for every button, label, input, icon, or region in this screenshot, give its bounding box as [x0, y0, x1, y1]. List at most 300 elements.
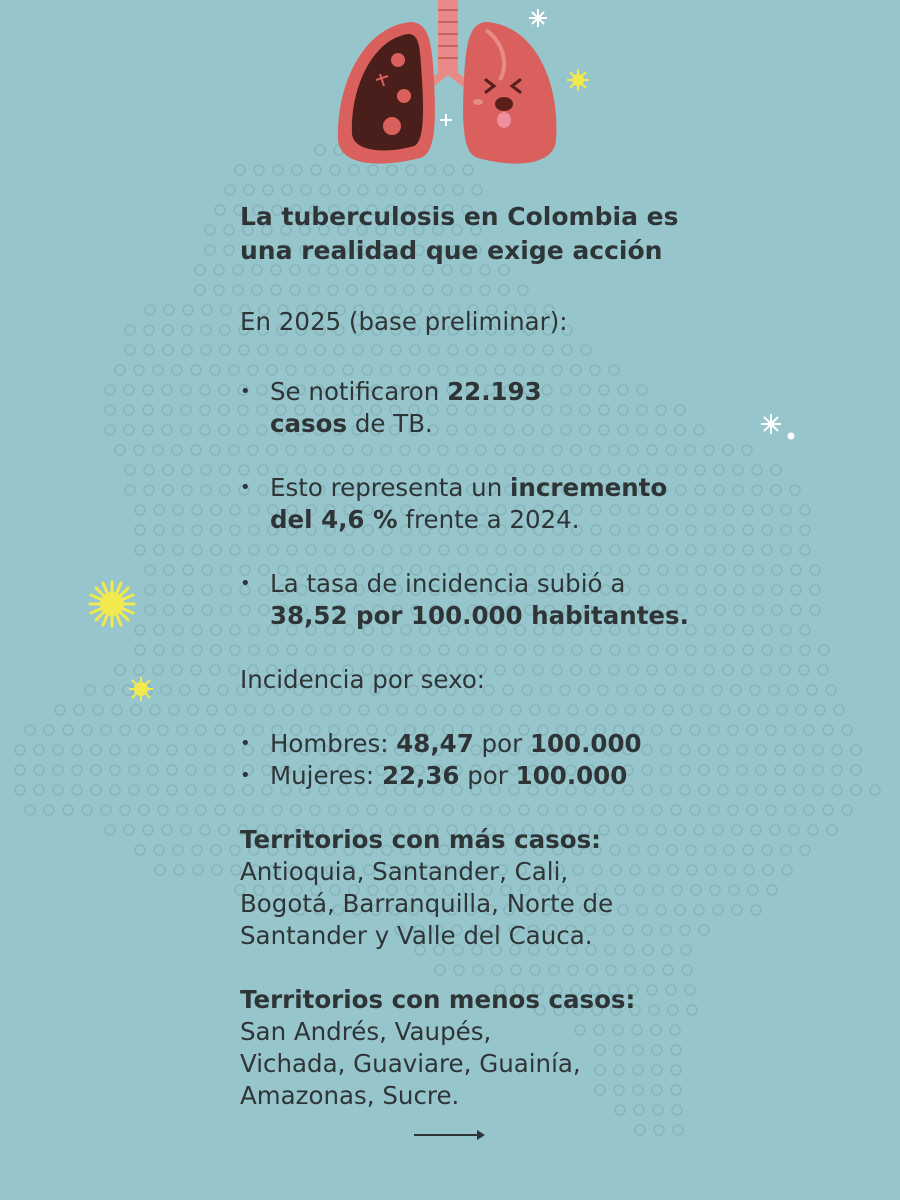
- map-dot: [163, 345, 173, 355]
- map-dot: [781, 645, 791, 655]
- map-dot: [192, 845, 202, 855]
- map-dot: [762, 845, 772, 855]
- map-dot: [200, 425, 210, 435]
- map-dot: [145, 585, 155, 595]
- arrow-right-icon[interactable]: [413, 1128, 489, 1142]
- map-dot: [224, 785, 234, 795]
- map-dot: [153, 445, 163, 455]
- map-dot: [756, 765, 766, 775]
- map-dot: [705, 625, 715, 635]
- map-dot: [183, 565, 193, 575]
- map-dot: [832, 785, 842, 795]
- map-dot: [743, 505, 753, 515]
- map-dot: [800, 645, 810, 655]
- map-dot: [144, 465, 154, 475]
- map-dot: [810, 585, 820, 595]
- map-dot: [870, 785, 880, 795]
- map-dot: [842, 805, 852, 815]
- map-dot: [220, 485, 230, 495]
- map-dot: [762, 525, 772, 535]
- map-dot: [192, 645, 202, 655]
- map-dot: [214, 285, 224, 295]
- map-dot: [215, 205, 225, 215]
- map-dot: [192, 625, 202, 635]
- map-dot: [173, 625, 183, 635]
- map-dot: [53, 765, 63, 775]
- map-dot: [44, 725, 54, 735]
- map-dot: [826, 685, 836, 695]
- map-dot: [129, 745, 139, 755]
- virus-icon: [128, 676, 154, 702]
- map-dot: [144, 485, 154, 495]
- map-dot: [724, 845, 734, 855]
- map-dot: [221, 565, 231, 575]
- map-dot: [34, 745, 44, 755]
- map-dot: [104, 685, 114, 695]
- map-dot: [781, 845, 791, 855]
- map-dot: [125, 325, 135, 335]
- map-dot: [148, 765, 158, 775]
- map-dot: [704, 665, 714, 675]
- map-dot: [723, 445, 733, 455]
- map-dot: [200, 385, 210, 395]
- map-dot: [25, 805, 35, 815]
- map-dot: [724, 545, 734, 555]
- map-dot: [737, 765, 747, 775]
- map-dot: [739, 705, 749, 715]
- map-dot: [196, 725, 206, 735]
- map-dot: [782, 865, 792, 875]
- map-dot: [230, 645, 240, 655]
- map-dot: [205, 745, 215, 755]
- map-dot: [124, 405, 134, 415]
- map-dot: [230, 525, 240, 535]
- map-dot: [199, 685, 209, 695]
- map-dot: [728, 805, 738, 815]
- map-dot: [762, 645, 772, 655]
- map-dot: [767, 885, 777, 895]
- map-dot: [129, 765, 139, 775]
- map-dot: [791, 605, 801, 615]
- map-dot: [63, 805, 73, 815]
- map-dot: [810, 605, 820, 615]
- map-dot: [718, 745, 728, 755]
- map-dot: [224, 765, 234, 775]
- map-dot: [794, 785, 804, 795]
- map-dot: [804, 725, 814, 735]
- map-dot: [215, 805, 225, 815]
- map-dot: [731, 685, 741, 695]
- sparkle-icon: [760, 413, 782, 435]
- map-dot: [25, 725, 35, 735]
- map-dot: [164, 605, 174, 615]
- list-item: • Mujeres: 22,36 por 100.000: [240, 761, 628, 790]
- map-dot: [219, 385, 229, 395]
- map-dot: [790, 485, 800, 495]
- map-dot: [112, 705, 122, 715]
- map-dot: [134, 445, 144, 455]
- map-dot: [785, 805, 795, 815]
- map-dot: [777, 705, 787, 715]
- map-dot: [181, 425, 191, 435]
- map-dot: [173, 645, 183, 655]
- map-dot: [732, 905, 742, 915]
- map-dot: [709, 725, 719, 735]
- map-dot: [224, 225, 234, 235]
- map-dot: [182, 465, 192, 475]
- map-dot: [705, 545, 715, 555]
- map-dot: [743, 545, 753, 555]
- map-dot: [177, 805, 187, 815]
- map-dot: [115, 365, 125, 375]
- map-dot: [775, 745, 785, 755]
- map-dot: [832, 765, 842, 775]
- map-dot: [154, 545, 164, 555]
- map-dot: [791, 585, 801, 595]
- map-dot: [818, 665, 828, 675]
- map-dot: [53, 745, 63, 755]
- map-dot: [110, 765, 120, 775]
- more-cases-section: Territorios con más casos: Antioquia, Santander, Cali, Bogotá, Barranquilla, Norte de Santander y Valle del Cauca.: [240, 825, 614, 950]
- map-dot: [44, 805, 54, 815]
- map-dot: [800, 525, 810, 535]
- map-dot: [91, 765, 101, 775]
- map-dot: [53, 785, 63, 795]
- map-dot: [743, 645, 753, 655]
- map-dot: [751, 825, 761, 835]
- map-dot: [737, 745, 747, 755]
- map-dot: [823, 725, 833, 735]
- map-dot: [134, 665, 144, 675]
- map-dot: [766, 725, 776, 735]
- map-dot: [131, 705, 141, 715]
- map-dot: [728, 725, 738, 735]
- map-dot: [714, 485, 724, 495]
- map-dot: [720, 705, 730, 715]
- map-dot: [705, 525, 715, 535]
- map-dot: [733, 485, 743, 495]
- map-dot: [163, 465, 173, 475]
- map-dot: [705, 845, 715, 855]
- map-dot: [753, 585, 763, 595]
- map-dot: [220, 465, 230, 475]
- map-dot: [742, 445, 752, 455]
- map-dot: [762, 505, 772, 515]
- map-dot: [785, 725, 795, 735]
- map-dot: [699, 765, 709, 775]
- map-dot: [752, 465, 762, 475]
- map-dot: [851, 765, 861, 775]
- map-dot: [224, 245, 234, 255]
- map-dot: [163, 485, 173, 495]
- main-text: [240, 200, 700, 1112]
- map-dot: [135, 645, 145, 655]
- map-dot: [713, 825, 723, 835]
- map-dot: [105, 825, 115, 835]
- map-dot: [155, 865, 165, 875]
- map-dot: [205, 765, 215, 775]
- map-dot: [780, 665, 790, 675]
- map-dot: [55, 705, 65, 715]
- map-dot: [729, 885, 739, 895]
- map-dot: [815, 705, 825, 715]
- map-dot: [154, 845, 164, 855]
- map-dot: [800, 625, 810, 635]
- map-dot: [74, 705, 84, 715]
- map-dot: [226, 705, 236, 715]
- map-dot: [819, 645, 829, 655]
- map-dot: [769, 685, 779, 695]
- sparkle-icon: [439, 113, 453, 127]
- map-dot: [701, 705, 711, 715]
- map-dot: [229, 665, 239, 675]
- map-dot: [172, 665, 182, 675]
- map-dot: [172, 365, 182, 375]
- map-dot: [714, 465, 724, 475]
- map-dot: [205, 225, 215, 235]
- map-dot: [201, 465, 211, 475]
- map-dot: [219, 405, 229, 415]
- map-dot: [800, 845, 810, 855]
- map-dot: [715, 605, 725, 615]
- map-dot: [724, 525, 734, 535]
- map-dot: [205, 245, 215, 255]
- less-cases-section: Territorios con menos casos: San Andrés, Vaupés, Vichada, Guaviare, Guainía, Amazonas, Sucre.: [240, 985, 636, 1110]
- map-dot: [229, 445, 239, 455]
- map-dot: [724, 645, 734, 655]
- map-dot: [743, 845, 753, 855]
- list-item: • Esto representa un incremento del 4,6 % frente a 2024.: [240, 473, 668, 534]
- map-dot: [101, 805, 111, 815]
- map-dot: [169, 705, 179, 715]
- map-dot: [723, 665, 733, 675]
- map-dot: [221, 605, 231, 615]
- virus-icon: [566, 68, 590, 92]
- map-dot: [654, 1125, 664, 1135]
- map-dot: [134, 365, 144, 375]
- map-dot: [733, 465, 743, 475]
- map-dot: [800, 545, 810, 555]
- map-dot: [195, 285, 205, 295]
- map-dot: [15, 765, 25, 775]
- map-dot: [91, 745, 101, 755]
- map-dot: [781, 505, 791, 515]
- map-dot: [791, 565, 801, 575]
- map-dot: [154, 625, 164, 635]
- map-dot: [220, 325, 230, 335]
- map-dot: [221, 305, 231, 315]
- page-title: La tuberculosis en Colombia es una realidad que exige acción: [240, 202, 679, 265]
- map-dot: [766, 805, 776, 815]
- map-dot: [163, 325, 173, 335]
- map-dot: [150, 705, 160, 715]
- map-dot: [181, 405, 191, 415]
- map-dot: [162, 405, 172, 415]
- map-dot: [115, 665, 125, 675]
- map-dot: [167, 765, 177, 775]
- map-dot: [715, 565, 725, 575]
- map-dot: [794, 745, 804, 755]
- map-dot: [752, 485, 762, 495]
- map-dot: [182, 325, 192, 335]
- map-dot: [230, 545, 240, 555]
- map-dot: [718, 765, 728, 775]
- map-dot: [750, 685, 760, 695]
- map-dot: [173, 845, 183, 855]
- map-dot: [758, 705, 768, 715]
- map-dot: [751, 905, 761, 915]
- map-dot: [173, 525, 183, 535]
- map-dot: [129, 785, 139, 795]
- map-dot: [182, 485, 192, 495]
- map-dot: [747, 805, 757, 815]
- map-dot: [207, 705, 217, 715]
- map-dot: [734, 605, 744, 615]
- map-dot: [154, 525, 164, 535]
- map-dot: [181, 825, 191, 835]
- map-dot: [743, 625, 753, 635]
- map-dot: [144, 345, 154, 355]
- sex-heading: Incidencia por sexo:: [240, 665, 486, 694]
- map-dot: [135, 525, 145, 535]
- lungs-illustration-icon: [0, 0, 900, 200]
- map-dot: [158, 725, 168, 735]
- map-dot: [105, 385, 115, 395]
- map-dot: [744, 865, 754, 875]
- map-dot: [63, 725, 73, 735]
- map-dot: [72, 745, 82, 755]
- map-dot: [202, 605, 212, 615]
- map-dot: [808, 825, 818, 835]
- map-dot: [699, 925, 709, 935]
- map-dot: [135, 505, 145, 515]
- map-dot: [173, 545, 183, 555]
- map-dot: [183, 605, 193, 615]
- map-dot: [101, 725, 111, 735]
- map-dot: [762, 545, 772, 555]
- map-dot: [34, 765, 44, 775]
- map-dot: [167, 785, 177, 795]
- map-dot: [161, 685, 171, 695]
- map-dot: [191, 445, 201, 455]
- map-dot: [713, 905, 723, 915]
- map-dot: [229, 365, 239, 375]
- map-dot: [743, 525, 753, 535]
- map-dot: [753, 605, 763, 615]
- map-dot: [724, 625, 734, 635]
- map-dot: [718, 785, 728, 795]
- map-dot: [781, 525, 791, 535]
- map-dot: [756, 785, 766, 795]
- map-dot: [183, 305, 193, 315]
- map-dot: [834, 705, 844, 715]
- sparkle-icon: [786, 431, 796, 441]
- map-dot: [182, 345, 192, 355]
- map-dot: [220, 345, 230, 355]
- map-dot: [219, 825, 229, 835]
- map-dot: [145, 605, 155, 615]
- map-dot: [775, 785, 785, 795]
- map-dot: [813, 785, 823, 795]
- intro-text: En 2025 (base preliminar):: [240, 307, 568, 336]
- map-dot: [748, 885, 758, 895]
- map-dot: [715, 585, 725, 595]
- map-dot: [747, 725, 757, 735]
- map-dot: [173, 505, 183, 515]
- map-dot: [789, 825, 799, 835]
- map-dot: [219, 425, 229, 435]
- map-dot: [796, 705, 806, 715]
- map-dot: [753, 565, 763, 575]
- map-dot: [143, 425, 153, 435]
- map-dot: [705, 505, 715, 515]
- map-dot: [734, 585, 744, 595]
- map-dot: [143, 405, 153, 415]
- map-dot: [771, 465, 781, 475]
- map-dot: [143, 385, 153, 395]
- map-dot: [186, 785, 196, 795]
- map-dot: [210, 665, 220, 675]
- map-dot: [15, 745, 25, 755]
- map-dot: [72, 785, 82, 795]
- map-dot: [158, 805, 168, 815]
- map-dot: [34, 785, 44, 795]
- map-dot: [144, 325, 154, 335]
- map-dot: [105, 425, 115, 435]
- map-dot: [762, 625, 772, 635]
- map-dot: [139, 725, 149, 735]
- map-dot: [781, 625, 791, 635]
- map-dot: [699, 745, 709, 755]
- map-dot: [230, 505, 240, 515]
- map-dot: [125, 345, 135, 355]
- map-dot: [177, 725, 187, 735]
- map-dot: [737, 785, 747, 795]
- map-dot: [145, 305, 155, 315]
- map-dot: [211, 645, 221, 655]
- map-dot: [772, 605, 782, 615]
- map-dot: [135, 545, 145, 555]
- map-dot: [192, 545, 202, 555]
- map-dot: [143, 825, 153, 835]
- map-dot: [230, 625, 240, 635]
- map-dot: [139, 805, 149, 815]
- map-dot: [200, 405, 210, 415]
- map-dot: [124, 385, 134, 395]
- map-dot: [148, 745, 158, 755]
- map-dot: [230, 845, 240, 855]
- map-dot: [756, 745, 766, 755]
- map-dot: [210, 365, 220, 375]
- map-dot: [183, 585, 193, 595]
- map-dot: [710, 885, 720, 895]
- map-dot: [201, 485, 211, 495]
- map-dot: [794, 765, 804, 775]
- map-dot: [224, 745, 234, 755]
- map-dot: [813, 745, 823, 755]
- map-dot: [732, 825, 742, 835]
- map-dot: [191, 365, 201, 375]
- map-dot: [193, 865, 203, 875]
- map-dot: [110, 785, 120, 795]
- map-dot: [742, 665, 752, 675]
- map-dot: [124, 825, 134, 835]
- map-dot: [823, 805, 833, 815]
- map-dot: [851, 785, 861, 795]
- map-dot: [105, 405, 115, 415]
- map-dot: [202, 585, 212, 595]
- map-dot: [201, 325, 211, 335]
